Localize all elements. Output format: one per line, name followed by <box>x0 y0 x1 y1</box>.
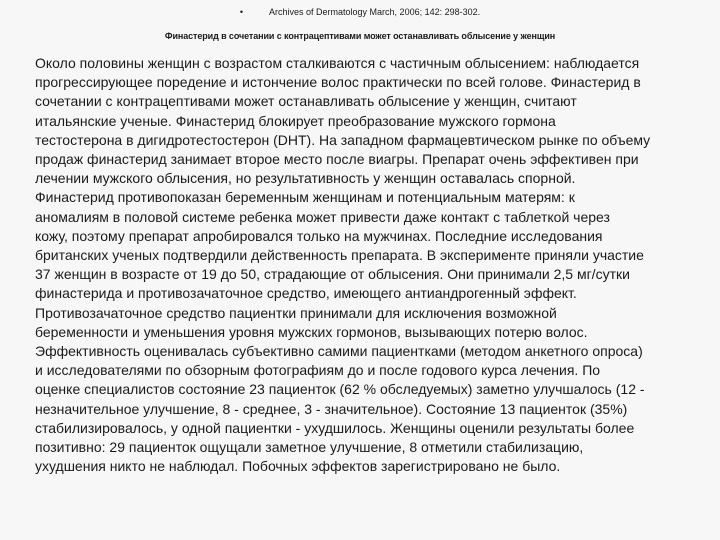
body-line: продаж финастерид занимает второе место после виагры. Препарат очень эффективен при <box>35 151 639 168</box>
body-line: Эффективность оценивалась субъективно самими пациентками (методом анкетного опроса) <box>35 343 643 360</box>
slide-title: Финастерид в сочетании с контрацептивами может останавливать облысение у женщин <box>164 31 556 41</box>
body-line: Около половины женщин с возрастом сталкиваются с частичным облысением: наблюдается <box>35 55 640 71</box>
body-line: стабилизировалось, у одной пациентки - ухудшилось. Женщины оценили результаты более <box>35 419 635 436</box>
body-line: британских ученых подтвердили действенность препарата. В эксперименте приняли участие <box>35 247 644 264</box>
body-line: и исследователями по обзорным фотографиям до и после годового курса лечения. По <box>35 362 601 379</box>
citation-line <box>0 4 720 20</box>
body-line: аномалиям в половой системе ребенка может привести даже контакт с таблеткой через <box>35 208 610 225</box>
body-line: позитивно: 29 пациенток ощущали заметное улучшение, 8 отметили стабилизацию, <box>35 439 584 456</box>
body-line: незначительное улучшение, 8 - среднее, 3 - значительное). Состояние 13 пациенток (35%) <box>35 400 628 417</box>
body-line: итальянские ученые. Финастерид блокирует преобразование мужского гормона <box>35 112 556 129</box>
body-line: прогрессирующее поредение и истончение волос практически по всей голове. Финастерид в <box>35 74 641 91</box>
body-line: Противозачаточное средство пациентки принимали для исключения возможной <box>35 304 557 321</box>
body-line: тестостерона в дигидротестостерон (DHT). На западном фармацевтическом рынке по объему <box>35 131 651 148</box>
body-line: сочетании с контрацептивами может останавливать облысение у женщин, считают <box>35 93 577 110</box>
body-line: кожу, поэтому препарат апробировался только на мужчинах. Последние исследования <box>35 227 603 244</box>
body-line: ухудшения никто не наблюдал. Побочных эффектов зарегистрировано не было. <box>35 458 561 475</box>
body-line: 37 женщин в возрасте от 19 до 50, страдающие от облысения. Они принимали 2,5 мг/сутки <box>35 266 630 283</box>
body-paragraph <box>35 54 710 476</box>
citation-text: Archives of Dermatology March, 2006; 142: 298-302. <box>269 7 481 17</box>
body-line: финастерида и противозачаточное средство, имеющего антиандрогенный эффект. <box>35 285 577 302</box>
body-line: беременности и уменьшения уровня мужских гормонов, вызывающих потерю волос. <box>35 323 588 340</box>
body-line: лечении мужского облысения, но результативность у женщин оставалась спорной. <box>35 170 576 187</box>
body-line: Финастерид противопоказан беременным женщинам и потенциальным матерям: к <box>35 189 575 206</box>
bullet-icon: • <box>239 7 244 17</box>
body-line: оценке специалистов состояние 23 пациенток (62 % обследуемых) заметно улучшалось (12 - <box>35 381 645 398</box>
